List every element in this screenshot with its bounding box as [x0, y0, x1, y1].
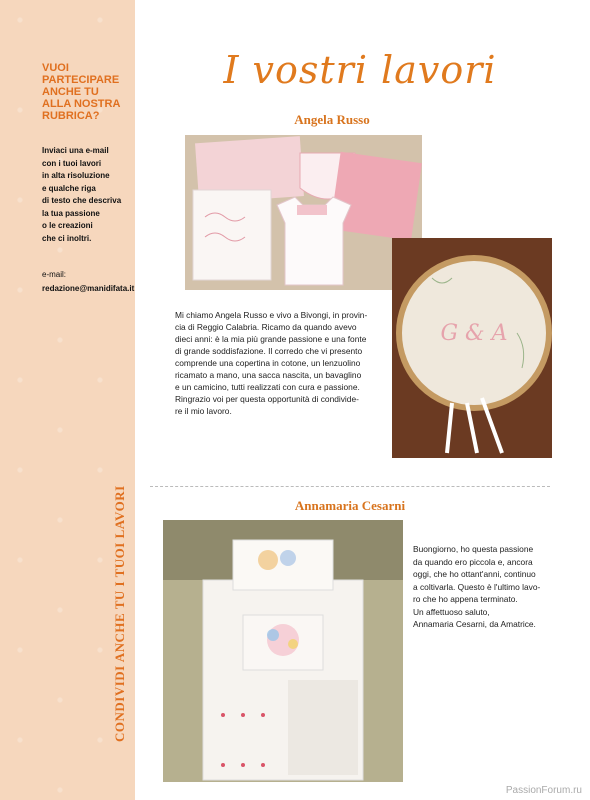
sidebar-line: la tua passione	[42, 208, 100, 218]
sidebar-line: di testo che descriva	[42, 196, 122, 205]
sidebar-line: con i tuoi lavori	[42, 158, 102, 168]
author-angela: Angela Russo	[294, 112, 370, 127]
watermark: PassionForum.ru	[505, 785, 582, 796]
photo-layette	[185, 135, 422, 290]
sidebar-headline: VUOI PARTECIPARE ANCHE TU ALLA NOSTRA RUBRICA?	[42, 62, 121, 122]
text-line: comprende una copertina in cotone, un lenzuolino	[175, 358, 361, 368]
sidebar-vertical-title: CONDIVIDI ANCHE TU I TUOI LAVORI	[112, 485, 127, 742]
page-title: I vostri lavori	[223, 48, 497, 92]
text-line: e un camicino, tutti realizzati con cura e passione.	[175, 382, 360, 392]
photo-hoop	[392, 238, 552, 458]
sidebar-body	[42, 145, 132, 245]
text-line: da quando ero piccola e, ancora	[413, 556, 533, 567]
text-line: Buongiorno, ho questa passione	[413, 544, 534, 554]
text-line: di grande soddisfazione. Il corredo che vi presento	[175, 346, 363, 356]
email-address[interactable]: redazione@manidifata.it	[42, 284, 135, 293]
text-angela	[175, 309, 400, 417]
section-divider	[150, 486, 550, 487]
text-line: Mi chiamo Angela Russo e vivo a Bivongi, in provin-	[175, 310, 368, 320]
text-line: dieci anni: è la mia più grande passione e una fonte	[175, 334, 367, 344]
photo-pillow-set	[163, 520, 403, 782]
text-line: re il mio lavoro.	[175, 406, 232, 416]
author-annamaria: Annamaria Cesarni	[294, 498, 406, 513]
text-line: cia di Reggio Calabria. Ricamo da quando avevo	[175, 322, 357, 332]
sidebar-line: in alta risoluzione	[42, 171, 110, 180]
sidebar-line: che ci inoltri.	[42, 233, 92, 243]
sidebar-line: o le creazioni	[42, 221, 93, 230]
email-label: e-mail:	[42, 270, 67, 279]
text-line: Annamaria Cesarni, da Amatrice.	[413, 619, 536, 629]
sidebar-line: e qualche riga	[42, 183, 96, 193]
text-line: ricamato a mano, una sacca nascita, un bavaglino	[175, 370, 362, 380]
text-line: Ringrazio voi per questa opportunità di condivide-	[175, 394, 359, 404]
text-line: ro che ho appena terminato.	[413, 594, 518, 604]
text-line: oggi, che ho ottant'anni, continuo	[413, 569, 536, 579]
text-annamaria	[413, 543, 573, 631]
hoop-initials: G & A	[440, 321, 508, 346]
text-line: Un affettuoso saluto,	[413, 606, 490, 617]
text-line: a coltivarla. Questo è l'ultimo lavo-	[413, 581, 541, 592]
sidebar-line: Inviaci una e-mail	[42, 146, 109, 155]
